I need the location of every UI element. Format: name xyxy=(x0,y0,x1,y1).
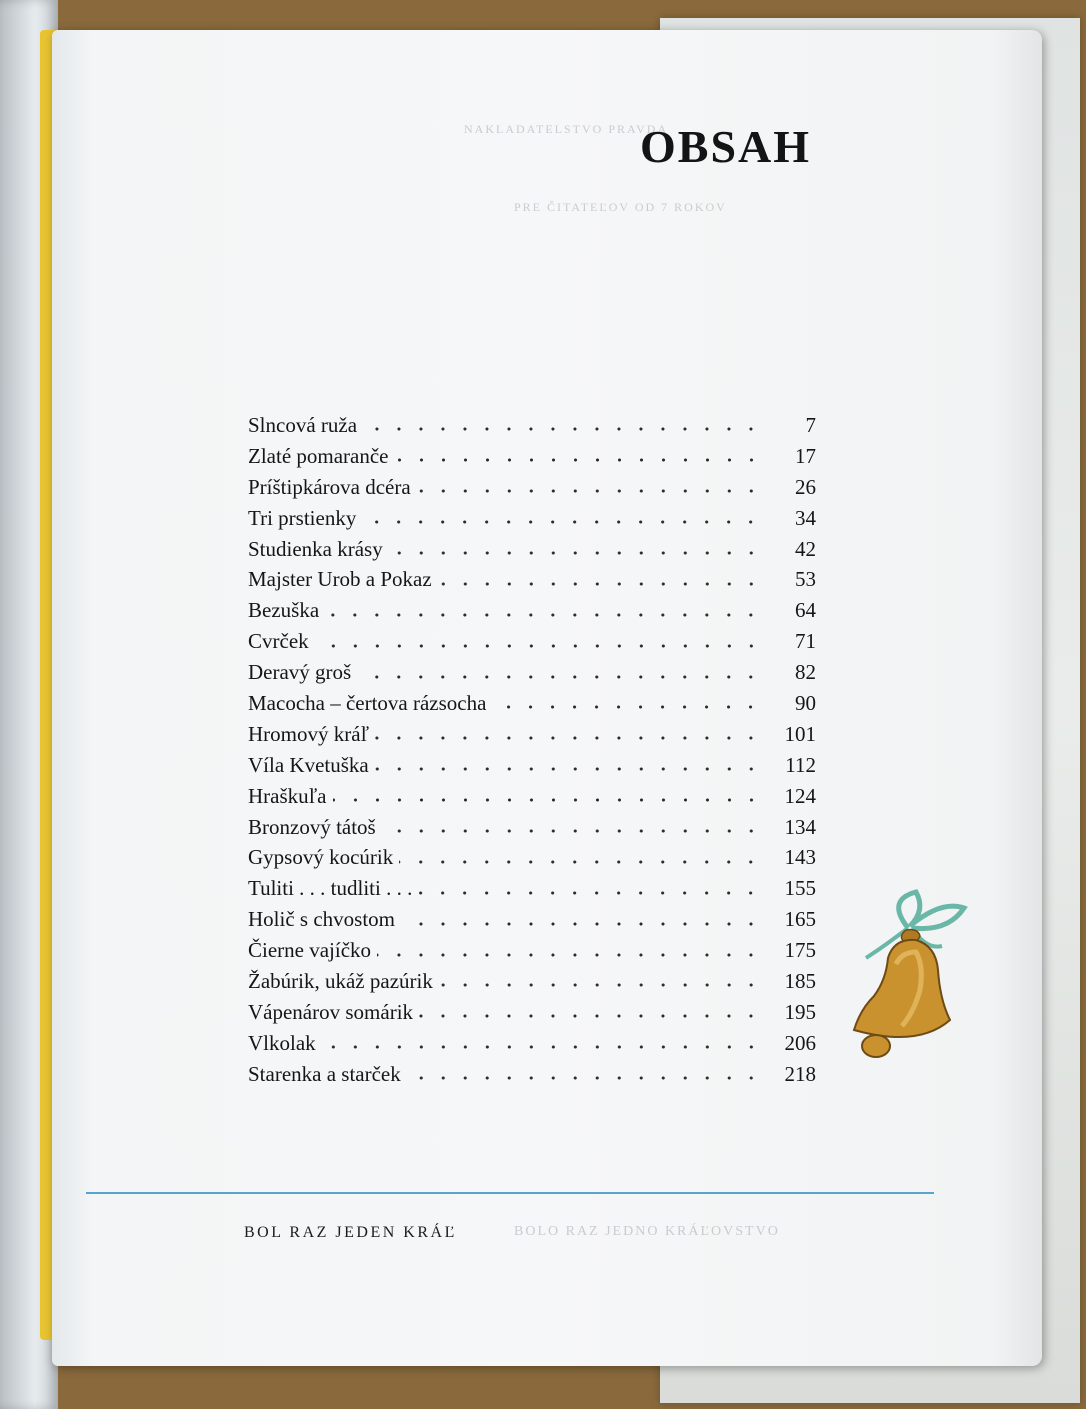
toc-entry-title: Cvrček xyxy=(248,629,309,654)
toc-leader-dots xyxy=(395,458,763,462)
running-footer: BOL RAZ JEDEN KRÁĽ xyxy=(244,1224,457,1241)
toc-leader-dots xyxy=(419,1014,762,1018)
toc-entry-page: 218 xyxy=(784,1061,816,1086)
toc-entry xyxy=(248,904,816,935)
toc-entry xyxy=(248,966,816,997)
toc-entry-title: Tuliti . . . tudliti . . . xyxy=(248,876,413,901)
toc-leader-dots xyxy=(333,798,762,802)
toc-leader-dots xyxy=(418,891,762,895)
toc-entry-page: 34 xyxy=(795,505,816,530)
toc-entry xyxy=(248,750,816,781)
toc-entry-page: 42 xyxy=(795,536,816,561)
toc-entry-page: 195 xyxy=(784,999,816,1024)
toc-entry-title: Deravý groš xyxy=(248,660,352,685)
toc-entry xyxy=(248,503,816,534)
toc-entry xyxy=(248,626,816,657)
toc-leader-dots xyxy=(382,829,762,833)
toc-entry xyxy=(248,1028,816,1059)
toc-entry-title: Gypsový kocúrik xyxy=(248,845,394,870)
toc-entry-page: 71 xyxy=(795,629,816,654)
toc-entry xyxy=(248,812,816,843)
bell-icon xyxy=(846,880,976,1065)
toc-entry-page: 143 xyxy=(784,845,816,870)
toc-entry-title: Majster Urob a Pokaz xyxy=(248,567,432,592)
toc-leader-dots xyxy=(375,736,762,740)
toc-entry xyxy=(248,935,816,966)
toc-entry-title: Hraškuľa xyxy=(248,783,327,808)
toc-entry xyxy=(248,873,816,904)
toc-entry-title: Slncová ruža xyxy=(248,412,358,437)
toc-entry-page: 82 xyxy=(795,660,816,685)
toc-entry-page: 7 xyxy=(805,412,816,437)
page-title: OBSAH xyxy=(640,121,812,172)
toc-entry-title: Bezuška xyxy=(248,598,320,623)
toc-entry xyxy=(248,1059,816,1090)
toc-entry-title: Holič s chvostom xyxy=(248,907,395,932)
toc-entry-page: 165 xyxy=(784,907,816,932)
toc-entry xyxy=(248,657,816,688)
toc-entry-title: Čierne vajíčko xyxy=(248,938,372,963)
ghost-footer: BOLO RAZ JEDNO KRÁĽOVSTVO xyxy=(514,1224,780,1239)
toc-entry xyxy=(248,781,816,812)
toc-leader-dots xyxy=(377,953,762,957)
toc-entry-title: Macocha – čertova rázsocha xyxy=(248,690,487,715)
toc-leader-dots xyxy=(417,489,762,493)
toc-entry xyxy=(248,842,816,873)
toc-entry-title: Hromový kráľ xyxy=(248,721,370,746)
table-of-contents xyxy=(248,410,816,1090)
toc-entry-page: 155 xyxy=(784,876,816,901)
toc-entry xyxy=(248,595,816,626)
toc-entry-title: Bronzový tátoš xyxy=(248,814,376,839)
toc-entry-page: 26 xyxy=(795,474,816,499)
toc-leader-dots xyxy=(322,1045,762,1049)
toc-entry xyxy=(248,472,816,503)
toc-entry-page: 185 xyxy=(784,968,816,993)
toc-entry xyxy=(248,688,816,719)
toc-entry-page: 101 xyxy=(784,721,816,746)
toc-entry-page: 64 xyxy=(795,598,816,623)
toc-entry-title: Starenka a starček xyxy=(248,1061,401,1086)
toc-leader-dots xyxy=(399,860,762,864)
toc-entry-page: 124 xyxy=(784,783,816,808)
toc-entry-page: 90 xyxy=(795,690,816,715)
toc-entry-title: Víla Kvetuška xyxy=(248,752,369,777)
toc-leader-dots xyxy=(357,675,762,679)
toc-entry-title: Tri prstienky xyxy=(248,505,357,530)
toc-entry-page: 175 xyxy=(784,938,816,963)
toc-entry-page: 206 xyxy=(784,1030,816,1055)
toc-entry-title: Studienka krásy xyxy=(248,536,383,561)
toc-leader-dots xyxy=(492,705,762,709)
toc-entry-title: Žabúrik, ukáž pazúrik xyxy=(248,968,433,993)
toc-entry xyxy=(248,441,816,472)
toc-leader-dots xyxy=(439,983,762,987)
toc-leader-dots xyxy=(325,613,762,617)
toc-entry xyxy=(248,719,816,750)
toc-entry-page: 112 xyxy=(785,752,816,777)
toc-entry-page: 53 xyxy=(795,567,816,592)
toc-leader-dots xyxy=(389,551,762,555)
ghost-readership: PRE ČITATEĽOV OD 7 ROKOV xyxy=(514,200,727,214)
toc-leader-dots xyxy=(362,520,762,524)
toc-leader-dots xyxy=(438,582,762,586)
toc-leader-dots xyxy=(363,427,762,431)
toc-entry xyxy=(248,997,816,1028)
toc-leader-dots xyxy=(315,644,762,648)
toc-entry-title: Vlkolak xyxy=(248,1030,316,1055)
footer-rule xyxy=(86,1192,934,1194)
toc-entry xyxy=(248,534,816,565)
toc-entry-title: Zlaté pomaranče xyxy=(248,443,389,468)
toc-entry-title: Vápenárov somárik xyxy=(248,999,414,1024)
toc-entry xyxy=(248,564,816,595)
toc-entry-page: 134 xyxy=(784,814,816,839)
toc-leader-dots xyxy=(375,767,762,771)
toc-entry-page: 17 xyxy=(795,443,816,468)
toc-leader-dots xyxy=(401,922,762,926)
toc-leader-dots xyxy=(407,1076,762,1080)
toc-entry xyxy=(248,410,816,441)
toc-entry-title: Príštipkárova dcéra xyxy=(248,474,411,499)
ghost-publisher: NAKLADATELSTVO PRAVDA xyxy=(464,122,669,136)
